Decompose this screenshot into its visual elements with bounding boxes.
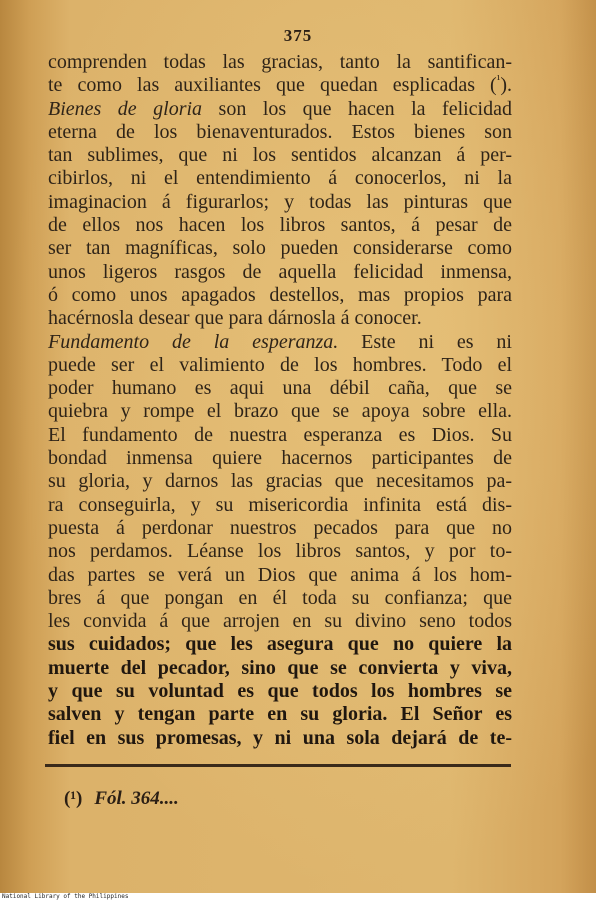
text-line: [48, 540, 512, 563]
line-text: eterna de los bienaventurados. Estos bienes son: [48, 120, 512, 143]
line-text: Este ni es ni: [338, 330, 512, 353]
text-line: [48, 517, 512, 540]
text-line: [48, 657, 512, 680]
line-text: bondad inmensa quiere hacernos participantes de: [48, 447, 512, 470]
text-line: [48, 331, 512, 354]
line-text: ser tan magníficas, solo pueden considerarse como: [48, 237, 512, 260]
library-credit: National Library of the Philippines: [2, 893, 129, 900]
section-heading: Fundamento de la esperanza.: [48, 330, 339, 353]
text-line: [48, 494, 512, 517]
line-text: y que su voluntad es que todos los hombres se: [48, 680, 512, 703]
line-text: son los que hacen la felicidad: [202, 97, 512, 120]
body-text: [48, 51, 512, 750]
line-text: les convida á que arrojen en su divino seno todos: [48, 610, 512, 633]
text-line: [48, 237, 512, 260]
line-text: salven y tengan parte en su gloria. El Señor es: [48, 703, 512, 726]
line-text: poder humano es aqui una débil caña, que se: [48, 377, 512, 400]
text-line: [48, 610, 512, 633]
line-text: puesta á perdonar nuestros pecados para que no: [48, 516, 512, 539]
text-line: [48, 400, 512, 423]
text-line: [48, 447, 512, 470]
text-line: [48, 51, 512, 74]
line-text: imaginacion á figurarlos; y todas las pinturas que: [48, 190, 512, 213]
line-text: puede ser el valimiento de los hombres. Todo el: [48, 353, 512, 376]
text-line: [48, 121, 512, 144]
line-text: ó como unos apagados destellos, mas propios para: [48, 283, 512, 306]
footnote-separator: [45, 764, 511, 767]
section-heading: Bienes de gloria: [48, 97, 203, 120]
text-line: [48, 564, 512, 587]
text-line: [48, 633, 512, 656]
text-line: [48, 377, 512, 400]
line-text: sus cuidados; que les asegura que no quiere la: [48, 633, 512, 656]
text-line: [48, 284, 512, 307]
line-text: muerte del pecador, sino que se convierta y viva,: [48, 656, 512, 679]
line-text: de ellos nos hacen los libros santos, á pesar de: [48, 214, 512, 237]
footnote-ref-marker: ¹: [496, 72, 501, 87]
text-line: [48, 214, 512, 237]
line-text: quiebra y rompe el brazo que se apoya sobre ella.: [48, 400, 512, 423]
text-line: [48, 470, 512, 493]
text-line: [48, 74, 512, 97]
line-text: su gloria, y darnos las gracias que necesitamos pa-: [48, 470, 512, 493]
line-text: nos perdamos. Léanse los libros santos, y por to-: [48, 540, 512, 563]
line-text: das partes se verá un Dios que anima á los hom-: [48, 563, 512, 586]
footnote-reference: Fól. 364....: [94, 788, 179, 809]
text-line: [48, 191, 512, 214]
line-text-tail: ).: [500, 74, 512, 97]
text-line: [48, 703, 512, 726]
footnote-marker: (¹): [64, 788, 83, 809]
text-line: [48, 424, 512, 447]
line-text: te como las auxiliantes que quedan esplicadas (: [48, 74, 497, 97]
text-line: [48, 587, 512, 610]
text-line: [48, 167, 512, 190]
line-text: comprenden todas las gracias, tanto la santifican-: [48, 51, 512, 73]
text-line: [48, 727, 512, 750]
line-text: hacérnosla desear que para dárnosla á conocer.: [48, 307, 422, 330]
line-text: ra conseguirla, y su misericordia infinita está dis-: [48, 493, 512, 516]
text-line: [48, 144, 512, 167]
line-text: bres á que pongan en él toda su confianza; que: [48, 586, 512, 609]
text-line: [48, 261, 512, 284]
text-line: [48, 354, 512, 377]
line-text: fiel en sus promesas, y ni una sola dejará de te-: [48, 726, 512, 749]
text-line: [48, 680, 512, 703]
line-text: El fundamento de nuestra esperanza es Dios. Su: [48, 423, 512, 446]
line-text: tan sublimes, que ni los sentidos alcanzan á per-: [48, 144, 512, 167]
line-text: cibirlos, ni el entendimiento á conocerlos, ni la: [48, 167, 512, 190]
page-number: 375: [283, 26, 313, 45]
line-text: unos ligeros rasgos de aquella felicidad inmensa,: [48, 260, 512, 283]
footnote: [64, 788, 179, 810]
text-line: [48, 98, 512, 121]
text-line: [48, 307, 512, 330]
